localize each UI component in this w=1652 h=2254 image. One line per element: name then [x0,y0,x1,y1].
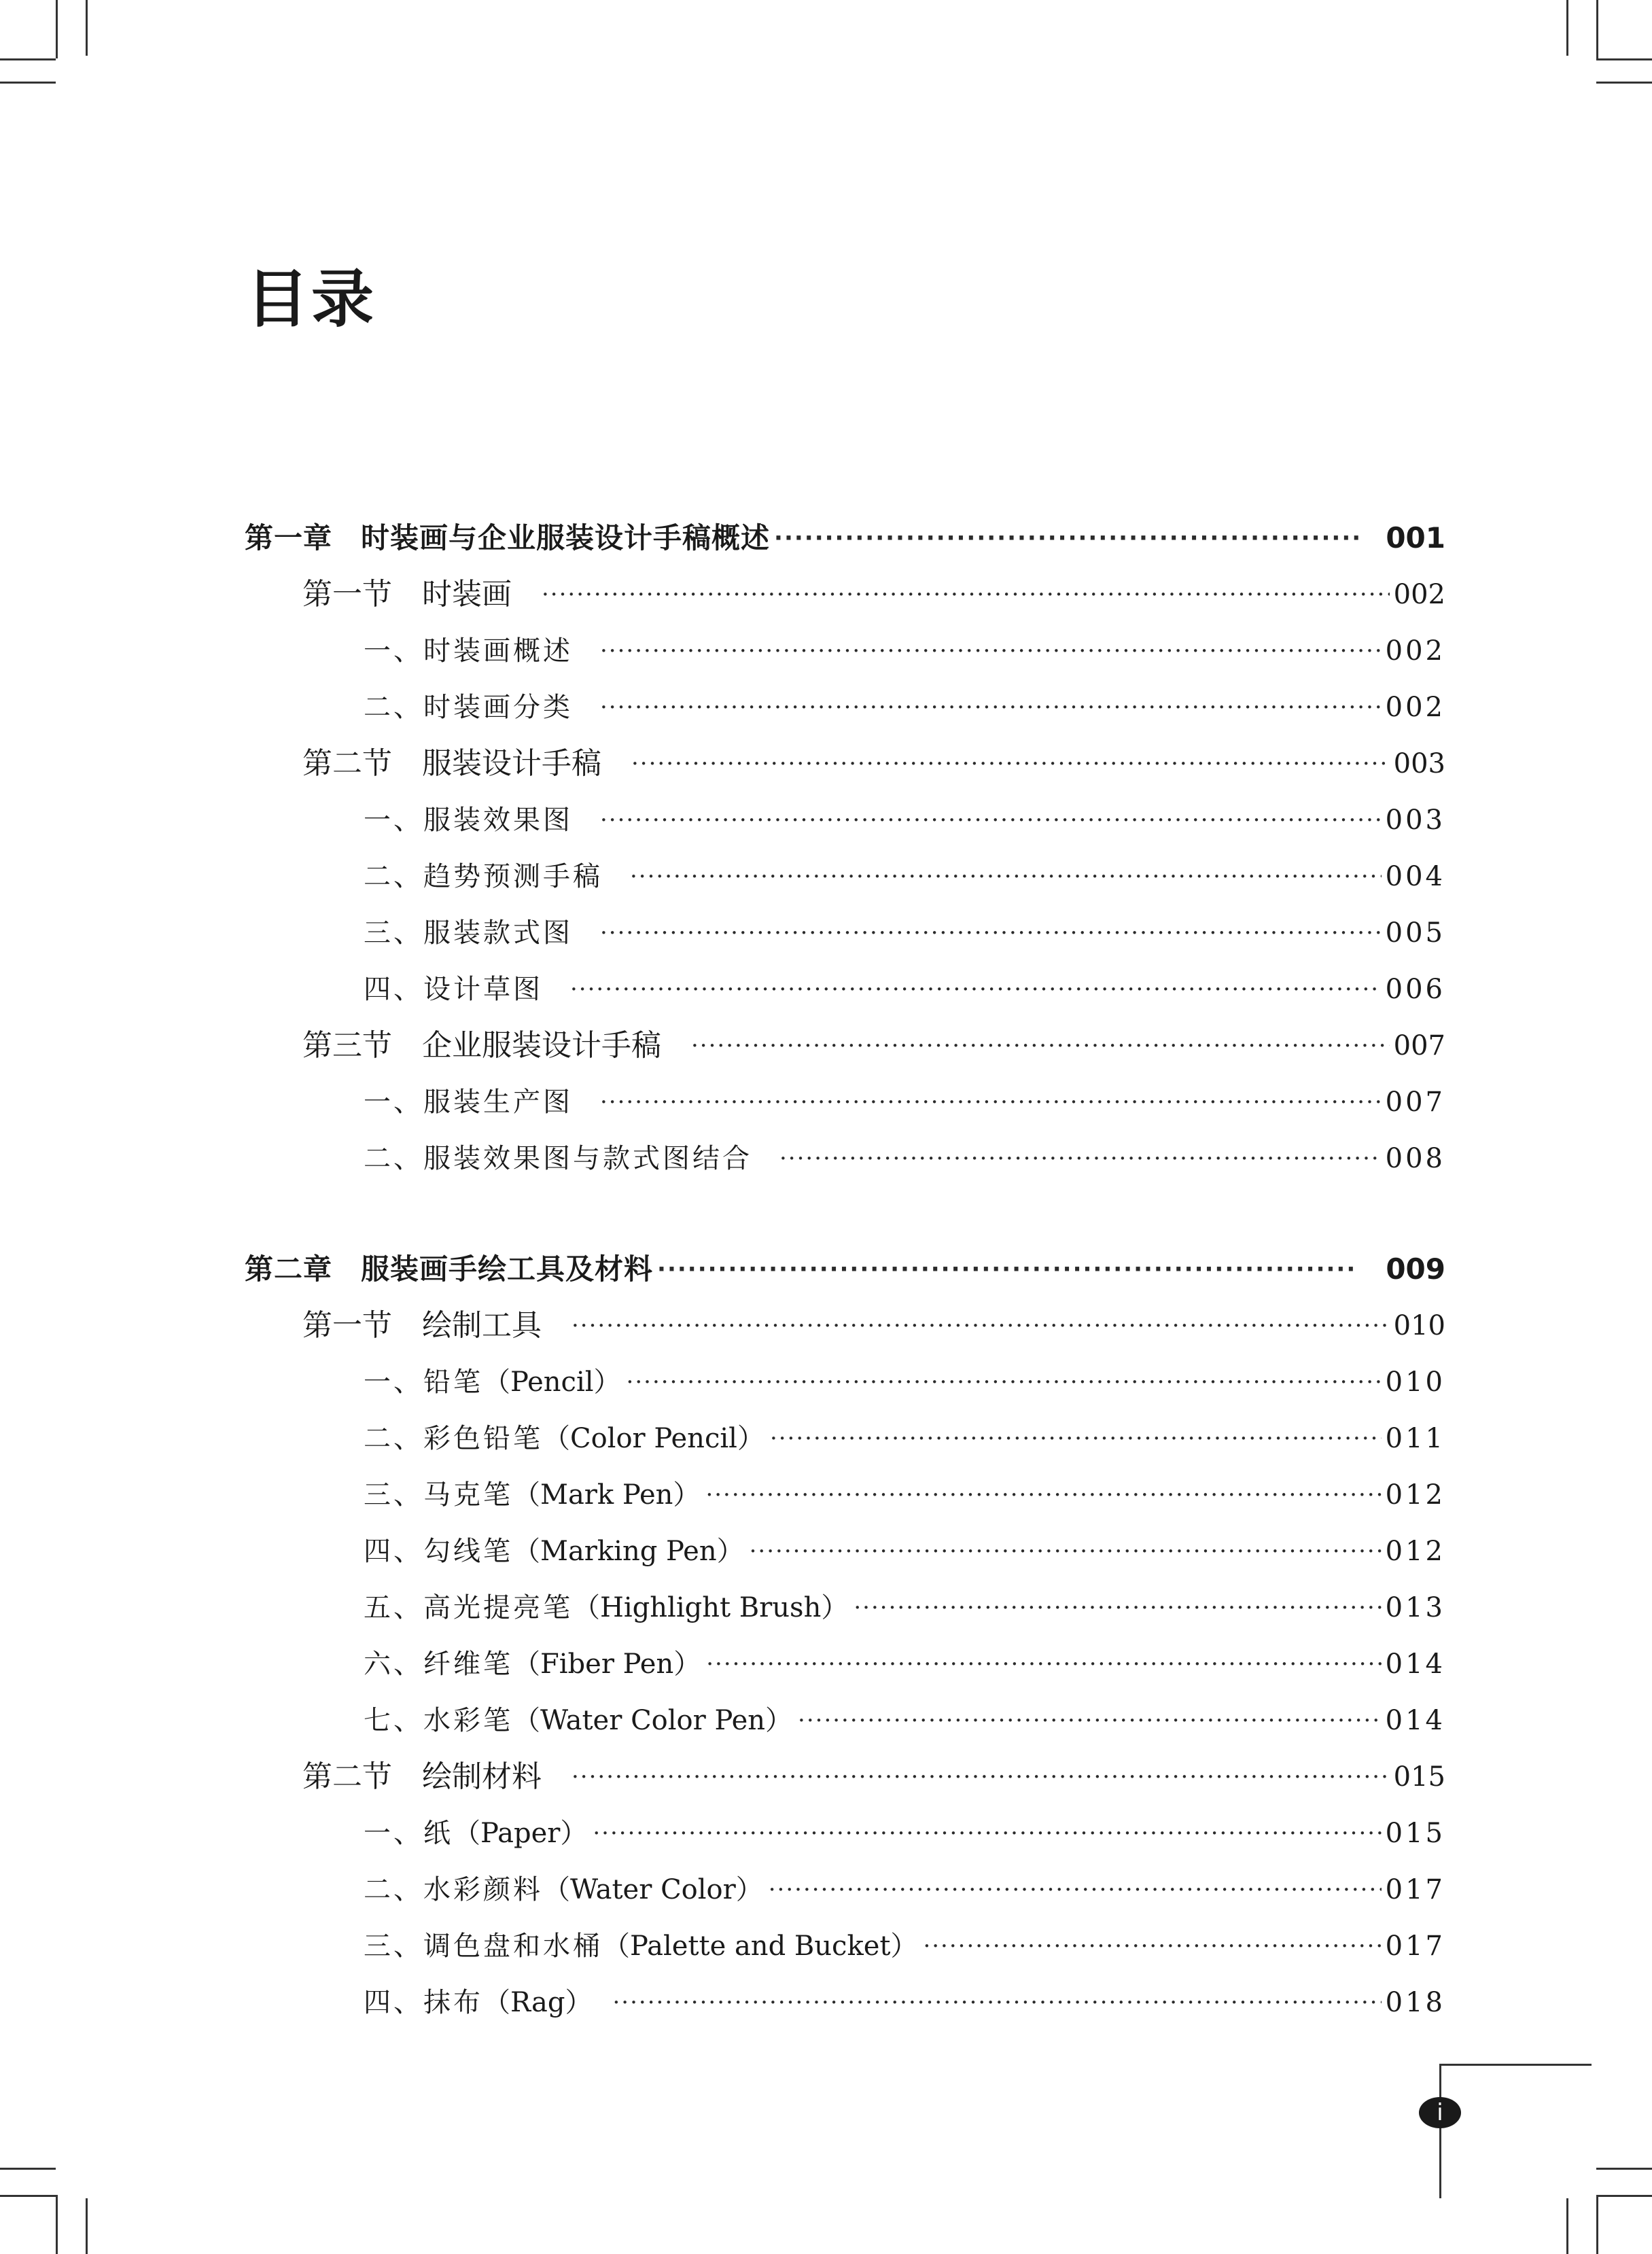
item-page-number: 011 [1385,1423,1445,1454]
item-page-number: 015 [1385,1818,1445,1849]
item-label: 三、马克笔（Mark Pen） [364,1479,701,1511]
leader-dots [627,1362,1382,1403]
toc-section-2-2[interactable] [302,1757,1445,1797]
leader-dots [798,1700,1382,1741]
page-title: 目录 [246,263,377,336]
section-page-number: 002 [1393,579,1445,610]
crop-mark-top-left-h2 [0,82,56,84]
crop-mark-bottom-left-v2 [86,2198,88,2254]
toc-item[interactable] [364,687,1445,728]
leader-dots [600,913,1382,953]
leader-dots [657,1249,1358,1290]
leader-dots [770,1418,1382,1459]
toc-item[interactable] [364,1982,1445,2023]
section-label: 第二节 服装设计手稿 [302,746,601,781]
item-label: 二、彩色铅笔（Color Pencil） [364,1423,765,1454]
item-label: 一、服装效果图 [364,805,573,836]
crop-mark-bottom-left-h2 [0,2168,56,2170]
leader-dots [691,1025,1390,1066]
leader-dots [854,1587,1381,1628]
item-page-number: 007 [1385,1087,1445,1118]
item-label: 一、服装生产图 [364,1087,573,1118]
leader-dots [613,1982,1382,2023]
toc-item[interactable] [364,1138,1445,1179]
item-label: 五、高光提亮笔（Highlight Brush） [364,1592,849,1623]
toc-chapter-2[interactable] [245,1249,1445,1290]
toc-item[interactable] [364,1587,1445,1628]
leader-dots [774,518,1358,559]
section-label: 第一节 绘制工具 [302,1308,542,1343]
item-label: 四、抹布（Rag） [364,1987,593,2018]
item-page-number: 014 [1385,1705,1445,1736]
toc-item[interactable] [364,856,1445,897]
leader-dots [600,631,1382,671]
toc-item[interactable] [364,1531,1445,1572]
leader-dots [705,1475,1381,1515]
toc-item[interactable] [364,1082,1445,1123]
section-page-number: 015 [1393,1761,1445,1793]
chapter-label: 第一章 时装画与企业服装设计手稿概述 [245,521,771,554]
item-page-number: 005 [1385,917,1445,949]
crop-mark-bottom-left-v [56,2195,58,2254]
toc-item[interactable] [364,1700,1445,1741]
toc-item[interactable] [364,631,1445,671]
section-label: 第三节 企业服装设计手稿 [302,1028,661,1063]
chapter-page-number: 001 [1386,521,1445,554]
leader-dots [542,574,1390,615]
toc-item[interactable] [364,800,1445,841]
toc-item[interactable] [364,1475,1445,1515]
item-page-number: 003 [1385,805,1445,836]
leader-dots [923,1926,1381,1967]
item-label: 四、勾线笔（Marking Pen） [364,1536,744,1567]
item-page-number: 012 [1385,1536,1445,1567]
page-corner-line-vertical [1439,2064,1441,2198]
page-number-badge: i [1419,2097,1461,2128]
crop-mark-top-left-h [0,58,56,60]
item-label: 一、铅笔（Pencil） [364,1367,621,1398]
leader-dots [779,1138,1382,1179]
leader-dots [600,800,1382,841]
item-label: 二、服装效果图与款式图结合 [364,1143,752,1174]
crop-mark-top-right-v [1596,0,1598,58]
item-label: 一、时装画概述 [364,635,573,667]
crop-mark-top-right-h2 [1596,82,1652,84]
leader-dots [631,743,1390,784]
item-label: 二、趋势预测手稿 [364,861,603,892]
item-label: 六、纤维笔（Fiber Pen） [364,1649,701,1680]
item-page-number: 010 [1385,1367,1445,1398]
item-page-number: 006 [1385,974,1445,1005]
crop-mark-top-left-v [56,0,58,58]
crop-mark-bottom-right-h2 [1596,2168,1652,2170]
leader-dots [600,1082,1382,1123]
section-label: 第二节 绘制材料 [302,1759,542,1794]
item-page-number: 013 [1385,1592,1445,1623]
leader-dots [630,856,1382,897]
toc-section-1-3[interactable] [302,1025,1445,1066]
item-label: 四、设计草图 [364,974,543,1005]
leader-dots [600,687,1382,728]
crop-mark-bottom-left-h [0,2195,56,2197]
item-label: 七、水彩笔（Water Color Pen） [364,1705,793,1736]
page-corner-line-horizontal [1439,2064,1592,2066]
toc-item[interactable] [364,1362,1445,1403]
item-page-number: 004 [1385,861,1445,892]
crop-mark-bottom-right-v [1596,2195,1598,2254]
leader-dots [769,1869,1382,1910]
leader-dots [593,1813,1381,1854]
item-label: 二、水彩颜料（Water Color） [364,1874,763,1905]
crop-mark-bottom-right-h [1596,2195,1652,2197]
toc-section-1-2[interactable] [302,743,1445,784]
toc-item[interactable] [364,1869,1445,1910]
toc-chapter-1[interactable] [245,518,1445,559]
toc-item[interactable] [364,969,1445,1010]
crop-mark-bottom-right-v2 [1566,2198,1568,2254]
leader-dots [706,1644,1381,1685]
section-page-number: 007 [1393,1030,1445,1061]
leader-dots [572,1757,1390,1797]
item-page-number: 014 [1385,1649,1445,1680]
leader-dots [570,969,1382,1010]
section-label: 第一节 时装画 [302,577,512,612]
item-page-number: 002 [1385,692,1445,723]
item-page-number: 018 [1385,1987,1445,2018]
item-label: 三、调色盘和水桶（Palette and Bucket） [364,1931,918,1962]
toc-section-1-1[interactable] [302,574,1445,615]
leader-dots [572,1305,1390,1346]
toc-item[interactable] [364,1418,1445,1459]
crop-mark-top-right-v2 [1566,0,1568,56]
section-page-number: 003 [1393,748,1445,779]
leader-dots [750,1531,1382,1572]
toc-item[interactable] [364,913,1445,953]
item-page-number: 017 [1385,1931,1445,1962]
crop-mark-top-left-v2 [86,0,88,56]
item-page-number: 017 [1385,1874,1445,1905]
chapter-page-number: 009 [1386,1252,1445,1286]
chapter-label: 第二章 服装画手绘工具及材料 [245,1252,654,1286]
item-label: 三、服装款式图 [364,917,573,949]
crop-mark-top-right-h [1596,58,1652,60]
item-page-number: 012 [1385,1479,1445,1511]
section-page-number: 010 [1393,1310,1445,1341]
item-page-number: 008 [1385,1143,1445,1174]
toc-item[interactable] [364,1813,1445,1854]
item-page-number: 002 [1385,635,1445,667]
item-label: 二、时装画分类 [364,692,573,723]
toc-section-2-1[interactable] [302,1305,1445,1346]
toc-item[interactable] [364,1926,1445,1967]
toc-item[interactable] [364,1644,1445,1685]
item-label: 一、纸（Paper） [364,1818,588,1849]
